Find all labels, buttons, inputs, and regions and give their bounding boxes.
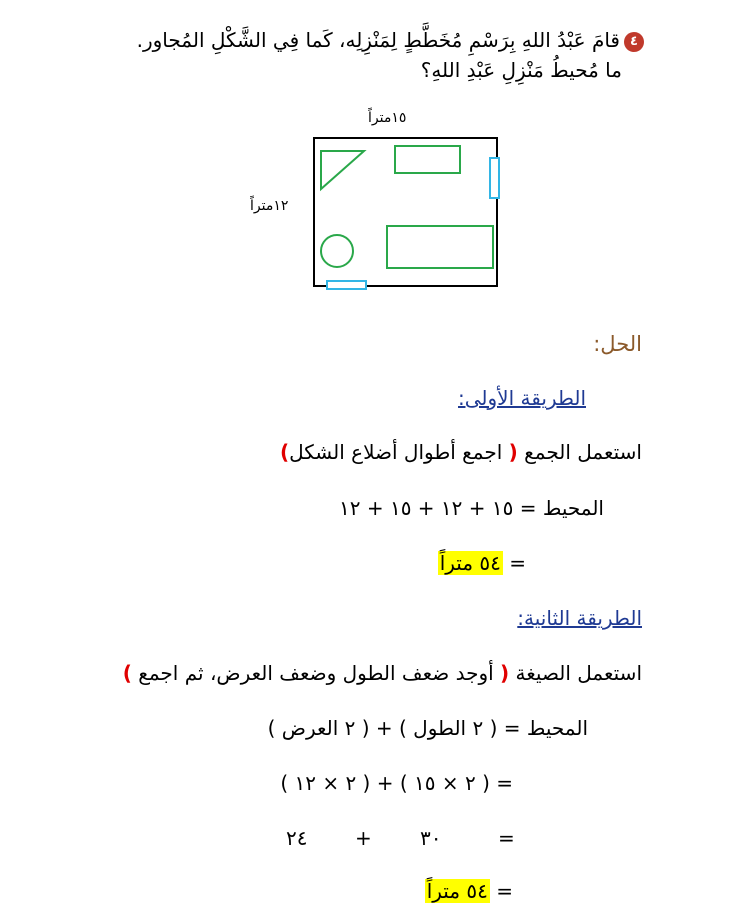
question-number-badge: ٤ xyxy=(624,32,644,52)
door-marker xyxy=(326,280,367,290)
method2-result-line xyxy=(425,879,513,903)
window-marker xyxy=(489,157,500,199)
method1-instruction-inner: اجمع أطوال أضلاع الشكل xyxy=(289,440,503,464)
method2-title: الطريقة الثانية: xyxy=(517,606,642,630)
method2-result-eq: = xyxy=(496,879,513,903)
method2-instruction-prefix: استعمل الصيغة xyxy=(515,661,642,685)
method2-step2-b: ٢٤ xyxy=(286,826,308,850)
paren-close: ) xyxy=(122,661,132,685)
method1-equation: المحيط = ١٥ + ١٢ + ١٥ + ١٢ xyxy=(338,496,604,520)
method1-result-eq: = xyxy=(509,551,526,575)
paren-open: ( xyxy=(508,440,518,464)
method2-instruction-inner: أوجد ضعف الطول وضعف العرض، ثم اجمع xyxy=(138,661,494,685)
circle-shape xyxy=(318,232,358,272)
method2-step2-a: ٣٠ xyxy=(420,826,442,850)
width-label: ١٥متراً xyxy=(368,110,407,126)
method2-step1: = ( ٢ × ١٥ ) + ( ٢ × ١٢ ) xyxy=(280,771,513,795)
method1-instruction xyxy=(280,440,642,464)
method1-result-line xyxy=(438,551,526,575)
method1-result: ٥٤ متراً xyxy=(439,551,501,575)
method1-title: الطريقة الأولى: xyxy=(458,386,586,410)
height-label: ١٢متراً xyxy=(250,198,289,214)
small-rectangle-shape xyxy=(394,145,461,174)
large-rectangle-shape xyxy=(386,225,494,269)
method2-formula: المحيط = ( ٢ الطول ) + ( ٢ العرض ) xyxy=(267,716,588,740)
method1-instruction-prefix: استعمل الجمع xyxy=(524,440,642,464)
method2-instruction xyxy=(123,661,642,685)
method2-step2-eq: = xyxy=(498,826,515,850)
question-text-1: قامَ عَبْدُ اللهِ بِرَسْمِ مُخَطَّطٍ لِمَنْزِلِه، كَما فِي الشَّكْلِ المُجاور. xyxy=(136,28,620,52)
question-line-2: ما مُحيطُ مَنْزِلِ عَبْدِ اللهِ؟ xyxy=(420,58,622,82)
method2-step2-plus: + xyxy=(355,826,372,850)
paren-close: ) xyxy=(279,440,290,464)
method2-result: ٥٤ متراً xyxy=(426,879,488,903)
solution-title: الحل: xyxy=(593,332,642,356)
paren-open: ( xyxy=(500,661,510,685)
watermark: ​ xyxy=(144,332,256,396)
question-line-1 xyxy=(137,28,644,52)
triangle-shape xyxy=(318,148,368,192)
